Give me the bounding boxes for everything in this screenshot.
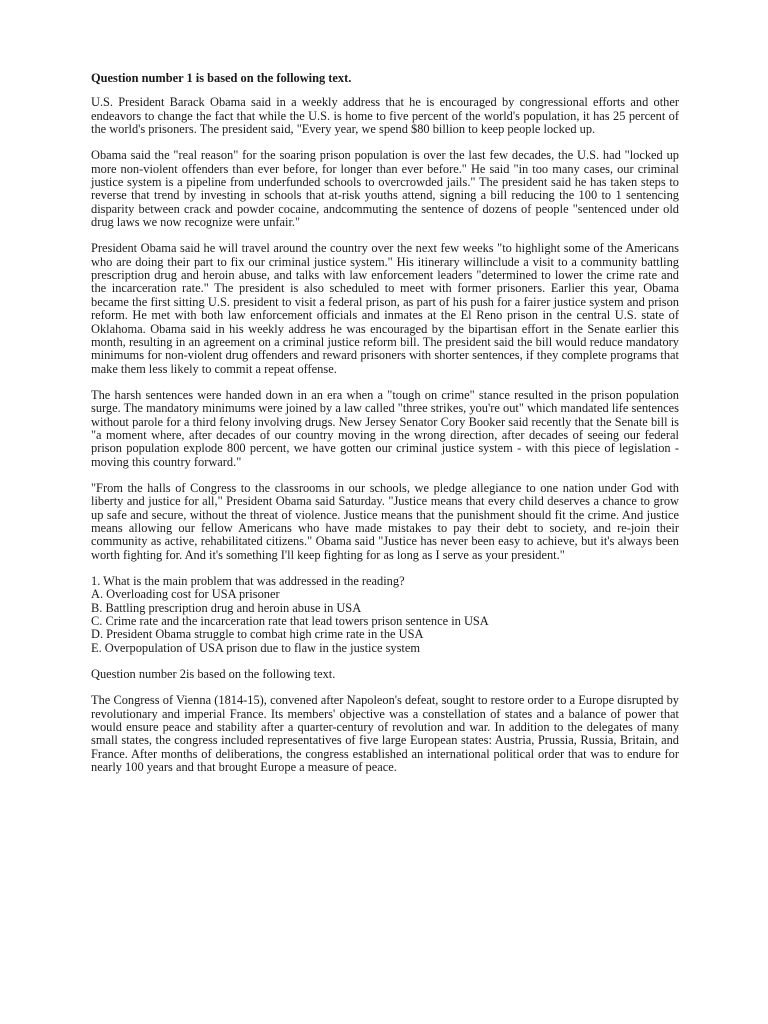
question-1-option-d: D. President Obama struggle to combat high crime rate in the USA — [91, 627, 424, 642]
question-1-heading: Question number 1 is based on the following text. — [91, 71, 352, 85]
passage-1-paragraph-2: Obama said the "real reason" for the soaring prison population is over the last few decades, the U.S. had "locked up more non-violent offenders than ever before, for longer than ever before." He said "in too many cases, our criminal justice system is a pipeline from underfunded schools to overcrowded jails." The president said he has taken steps to reverse that trend by investing in schools that at-risk youths attend, signing a bill reducing the 100 to 1 sentencing disparity between crack and powder cocaine, andcommuting the sentence of dozens of people "sentenced under old drug laws we now recognize were unfair." — [91, 148, 679, 230]
question-1-option-c: C. Crime rate and the incarceration rate that lead towers prison sentence in USA — [91, 614, 489, 629]
question-1 — [91, 575, 679, 655]
question-1-option-b: B. Battling prescription drug and heroin abuse in USA — [91, 600, 362, 615]
passage-1-paragraph-5: "From the halls of Congress to the classrooms in our schools, we pledge allegiance to one nation under God with liberty and justice for all," President Obama said Saturday. "Justice means that every child deserves a chance to grow up safe and secure, without the threat of violence. Justice means that the punishment should fit the crime. And justice means allowing our fellow Americans who have made mistakes to pay their debt to society, and re-join their community as active, rehabilitated citizens." Obama said "Justice has never been easy to achieve, but it's always been worth fighting for. And it's something I'll keep fighting for as long as I serve as your president." — [91, 480, 679, 562]
question-1-option-e: E. Overpopulation of USA prison due to flaw in the justice system — [91, 640, 420, 655]
passage-1-paragraph-1: U.S. President Barack Obama said in a weekly address that he is encouraged by congressional efforts and other endeavors to change the fact that while the U.S. is home to five percent of the world's population, it has 25 percent of the world's prisoners. The president said, "Every year, we spend $80 billion to keep people locked up. — [91, 95, 679, 137]
passage-1-paragraph-3: President Obama said he will travel around the country over the next few weeks "to highlight some of the Americans who are doing their part to fix our criminal justice system." His itinerary willinclude a visit to a community battling prescription drug and heroin abuse, and talks with law enforcement leaders "determined to lower the crime rate and the incarceration rate." The president is also scheduled to meet with former prisoners. Earlier this year, Obama became the first sitting U.S. president to visit a federal prison, as part of his push for a fairer justice system and prison reform. He met with both law enforcement officials and inmates at the El Reno prison in the central U.S. state of Oklahoma. Obama said in his weekly address he was encouraged by the bipartisan effort in the Senate earlier this month, resulting in an agreement on a criminal justice reform bill. The president said the bill would reduce mandatory minimums for non-violent drug offenders and reward prisoners with shorter sentences, if they complete programs that make them less likely to commit a repeat offense. — [91, 241, 679, 376]
question-1-stem: 1. What is the main problem that was addressed in the reading? — [91, 574, 405, 588]
passage-2-paragraph-1: The Congress of Vienna (1814-15), convened after Napoleon's defeat, sought to restore order to a Europe disrupted by revolutionary and imperial France. Its members' objective was a constellation of states and a balance of power that would ensure peace and stability after a quarter-century of revolution and war. In addition to the delegates of many small states, the congress included representatives of five large European states: Austria, Prussia, Russia, Britain, and France. After months of deliberations, the congress established an international political order that was to endure for nearly 100 years and that brought Europe a measure of peace. — [91, 693, 679, 775]
question-1-option-a: A. Overloading cost for USA prisoner — [91, 587, 280, 602]
question-2-heading: Question number 2is based on the following text. — [91, 667, 336, 682]
document-page — [91, 72, 679, 774]
passage-1-paragraph-4: The harsh sentences were handed down in an era when a "tough on crime" stance resulted in the prison population surge. The mandatory minimums were joined by a law called "three strikes, you're out" which mandated life sentences without parole for a third felony involving drugs. New Jersey Senator Cory Booker said recently that the Senate bill is "a moment where, after decades of our country moving in the wrong direction, after decades of seeing our federal prison population explode 800 percent, we have gotten our criminal justice system - with this piece of legislation - moving this country forward." — [91, 387, 679, 469]
